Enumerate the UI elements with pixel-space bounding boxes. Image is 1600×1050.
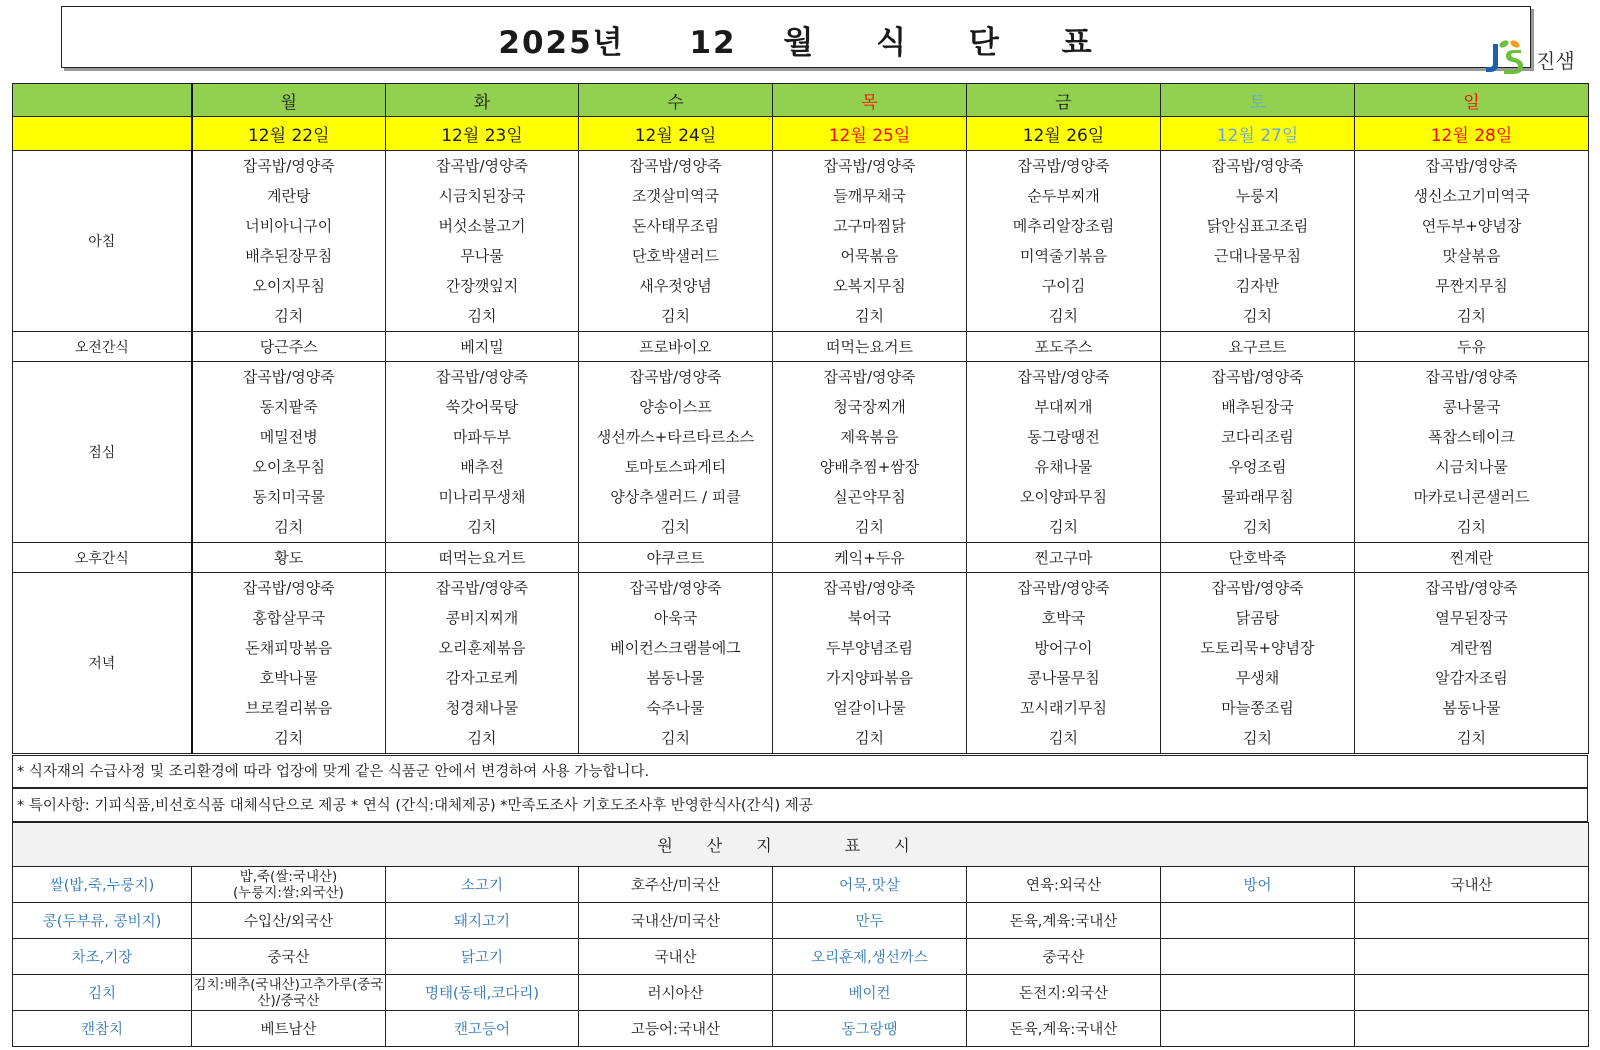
origin-label: [1161, 903, 1355, 939]
meal-label-am-snack: 오전간식: [13, 332, 192, 362]
date-tue: 12월 23일: [386, 117, 579, 151]
menu-item: 호박국: [1041, 609, 1086, 627]
menu-item: 봄동나물: [1442, 699, 1501, 717]
menu-table: [12, 83, 1589, 754]
origin-label: 닭고기: [386, 939, 579, 975]
menu-item: 봄동나물: [646, 669, 705, 687]
menu-cell-pm-snack-0: 황도: [192, 543, 386, 573]
menu-cell-dinner-2: [579, 573, 773, 754]
day-thu: 목: [773, 84, 967, 117]
menu-item: 유채나물: [1034, 458, 1093, 476]
origin-label: 방어: [1161, 867, 1355, 903]
menu-item: 김치: [661, 518, 690, 536]
menu-cell-am-snack-3: 떠먹는요거트: [773, 332, 967, 362]
menu-item: 김치: [467, 307, 497, 325]
corner-cell: [13, 84, 192, 117]
menu-item: 실곤약무침: [833, 488, 906, 506]
menu-item: 잡곡밥/영양죽: [1425, 368, 1518, 386]
menu-item: 김치: [274, 729, 304, 747]
menu-item: 김치: [1243, 729, 1272, 747]
menu-item: 방어구이: [1034, 639, 1093, 657]
menu-cell-am-snack-2: 프로바이오: [579, 332, 773, 362]
origin-label: 돼지고기: [386, 903, 579, 939]
menu-cell-lunch-6: [1355, 362, 1589, 543]
origin-label: 어묵,맛살: [773, 867, 967, 903]
origin-row: [13, 1011, 1589, 1047]
menu-item: 어묵볶음: [840, 247, 899, 265]
date-sat: 12월 27일: [1161, 117, 1355, 151]
menu-item: 김치: [855, 518, 884, 536]
origin-value: 중국산: [192, 939, 386, 975]
menu-cell-lunch-1: [386, 362, 579, 543]
menu-cell-lunch-0: [192, 362, 386, 543]
menu-item: 알감자조림: [1435, 669, 1508, 687]
meal-label-lunch: 점심: [13, 362, 192, 543]
origin-value: [1355, 975, 1589, 1011]
menu-item: 양배추찜+쌈장: [819, 458, 920, 476]
menu-item: 버섯소불고기: [438, 217, 526, 235]
menu-item: 꼬시래기무침: [1020, 699, 1107, 717]
menu-cell-breakfast-6: [1355, 151, 1589, 332]
date-row: [13, 117, 1589, 151]
origin-value: 연육:외국산: [967, 867, 1161, 903]
day-sun: 일: [1355, 84, 1589, 117]
origin-value: 김치:배추(국내산)고추가루(중국산)/중국산: [192, 975, 386, 1011]
menu-item: 누룽지: [1235, 187, 1280, 205]
menu-item: 잡곡밥/영양죽: [436, 579, 528, 597]
menu-item: 돈채피망볶음: [245, 639, 333, 657]
menu-item: 김치: [1457, 307, 1486, 325]
brand-name: 진샘: [1536, 49, 1575, 73]
menu-item: 김치: [467, 518, 497, 536]
menu-item: 콩나물국: [1442, 398, 1501, 416]
menu-cell-pm-snack-1: 떠먹는요거트: [386, 543, 579, 573]
origin-row: [13, 903, 1589, 939]
menu-item: 무짠지무침: [1435, 277, 1508, 295]
menu-item: 부대찌개: [1034, 398, 1093, 416]
menu-item: 북어국: [847, 609, 892, 627]
menu-item: 김치: [467, 729, 497, 747]
menu-item: 시금치나물: [1435, 458, 1508, 476]
day-mon: 월: [192, 84, 386, 117]
page-title: [62, 17, 1530, 62]
origin-value: 고등어:국내산: [579, 1011, 773, 1047]
origin-label: 베이컨: [773, 975, 967, 1011]
menu-item: 잡곡밥/영양죽: [1017, 157, 1110, 175]
day-fri: 금: [967, 84, 1161, 117]
origin-label: 차조,기장: [13, 939, 192, 975]
origin-label: [1161, 939, 1355, 975]
menu-item: 코다리조림: [1221, 428, 1294, 446]
date-sun: 12월 28일: [1355, 117, 1589, 151]
menu-item: 잡곡밥/영양죽: [1017, 579, 1110, 597]
menu-cell-am-snack-1: 베지밀: [386, 332, 579, 362]
origin-row: [13, 975, 1589, 1011]
menu-cell-pm-snack-2: 야쿠르트: [579, 543, 773, 573]
menu-item: 김치: [1457, 729, 1486, 747]
menu-cell-dinner-3: [773, 573, 967, 754]
menu-item: 폭찹스테이크: [1428, 428, 1515, 446]
menu-item: 청국장찌개: [833, 398, 906, 416]
menu-item: 단호박샐러드: [632, 247, 719, 265]
corner-cell: [13, 117, 192, 151]
menu-item: 잡곡밥/영양죽: [629, 157, 722, 175]
menu-cell-breakfast-3: [773, 151, 967, 332]
menu-item: 잡곡밥/영양죽: [1211, 157, 1304, 175]
menu-item: 오리훈제볶음: [438, 639, 526, 657]
day-tue: 화: [386, 84, 579, 117]
menu-item: 맛살볶음: [1442, 247, 1501, 265]
menu-item: 오이지무침: [252, 277, 325, 295]
menu-item: 잡곡밥/영양죽: [823, 157, 916, 175]
origin-label: 명태(동태,코다리): [386, 975, 579, 1011]
menu-cell-breakfast-0: [192, 151, 386, 332]
menu-item: 배추된장국: [1221, 398, 1294, 416]
menu-cell-dinner-4: [967, 573, 1161, 754]
menu-item: 김치: [1243, 307, 1272, 325]
lunch-row: [13, 362, 1589, 543]
menu-cell-dinner-6: [1355, 573, 1589, 754]
origin-value: 호주산/미국산: [579, 867, 773, 903]
title-month: 12: [689, 25, 737, 61]
origin-value: [1355, 939, 1589, 975]
title-word-4: 표: [1061, 25, 1094, 61]
menu-item: 잡곡밥/영양죽: [823, 579, 916, 597]
menu-item: 잡곡밥/영양죽: [1425, 157, 1518, 175]
menu-item: 잡곡밥/영양죽: [436, 157, 528, 175]
menu-item: 김치: [1049, 518, 1078, 536]
dinner-row: [13, 573, 1589, 754]
menu-item: 마파두부: [453, 428, 511, 446]
menu-item: 동그랑땡전: [1027, 428, 1100, 446]
menu-item: 잡곡밥/영양죽: [242, 157, 335, 175]
menu-cell-breakfast-5: [1161, 151, 1355, 332]
meal-label-dinner: 저녁: [13, 573, 192, 754]
origin-value: 수입산/외국산: [192, 903, 386, 939]
origin-value: 러시아산: [579, 975, 773, 1011]
menu-item: 홍합살무국: [252, 609, 325, 627]
origin-value: 돈육,계육:국내산: [967, 1011, 1161, 1047]
menu-item: 마카로니콘샐러드: [1413, 488, 1530, 506]
menu-item: 도토리묵+양념장: [1200, 639, 1315, 657]
menu-item: 계란탕: [267, 187, 311, 205]
menu-item: 잡곡밥/영양죽: [1017, 368, 1110, 386]
menu-item: 배추된장무침: [245, 247, 333, 265]
origin-label: 캔고등어: [386, 1011, 579, 1047]
menu-item: 잡곡밥/영양죽: [436, 368, 528, 386]
menu-item: 시금치된장국: [438, 187, 526, 205]
menu-cell-lunch-4: [967, 362, 1161, 543]
origin-label: 동그랑땡: [773, 1011, 967, 1047]
origin-row: [13, 939, 1589, 975]
menu-cell-pm-snack-4: 찐고구마: [967, 543, 1161, 573]
title-word-3: 단: [968, 25, 1001, 61]
day-wed: 수: [579, 84, 773, 117]
menu-cell-am-snack-5: 요구르트: [1161, 332, 1355, 362]
menu-item: 김치: [274, 518, 304, 536]
menu-item: 새우젓양념: [639, 277, 712, 295]
am-snack-row: [13, 332, 1589, 362]
date-wed: 12월 24일: [579, 117, 773, 151]
menu-item: 동치미국물: [252, 488, 325, 506]
date-fri: 12월 26일: [967, 117, 1161, 151]
menu-item: 열무된장국: [1435, 609, 1508, 627]
menu-item: 잡곡밥/영양죽: [242, 579, 335, 597]
menu-item: 김치: [1457, 518, 1486, 536]
menu-item: 생신소고기미역국: [1413, 187, 1530, 205]
menu-cell-lunch-2: [579, 362, 773, 543]
menu-item: 우엉조림: [1228, 458, 1287, 476]
origin-value: 중국산: [967, 939, 1161, 975]
menu-cell-breakfast-1: [386, 151, 579, 332]
menu-item: 청경채나물: [445, 699, 519, 717]
menu-item: 무나물: [460, 247, 504, 265]
menu-item: 배추전: [460, 458, 504, 476]
menu-cell-dinner-5: [1161, 573, 1355, 754]
menu-cell-am-snack-4: 포도주스: [967, 332, 1161, 362]
origin-value: 국내산: [579, 939, 773, 975]
breakfast-row: [13, 151, 1589, 332]
menu-item: 돈사태무조림: [632, 217, 719, 235]
origin-value: [1355, 903, 1589, 939]
js-leaf-logo-icon: [1484, 36, 1532, 76]
menu-cell-lunch-3: [773, 362, 967, 543]
menu-item: 미역줄기볶음: [1020, 247, 1107, 265]
origin-value: 베트남산: [192, 1011, 386, 1047]
menu-item: 브로컬리볶음: [245, 699, 333, 717]
menu-item: 계란찜: [1449, 639, 1494, 657]
menu-item: 연두부+양념장: [1421, 217, 1522, 235]
menu-item: 베이컨스크램블에그: [610, 639, 741, 657]
menu-item: 동지팥죽: [259, 398, 318, 416]
menu-item: 감자고로케: [445, 669, 519, 687]
menu-item: 구이김: [1041, 277, 1086, 295]
menu-item: 김자반: [1235, 277, 1280, 295]
menu-item: 무생채: [1235, 669, 1280, 687]
origin-label: 오리훈제,생선까스: [773, 939, 967, 975]
menu-item: 들깨무채국: [833, 187, 906, 205]
origin-value: [1355, 1011, 1589, 1047]
menu-item: 잡곡밥/영양죽: [242, 368, 335, 386]
menu-item: 잡곡밥/영양죽: [629, 368, 722, 386]
menu-item: 김치: [274, 307, 304, 325]
menu-item: 미나리무생채: [438, 488, 526, 506]
date-mon: 12월 22일: [192, 117, 386, 151]
origin-label: [1161, 975, 1355, 1011]
menu-cell-pm-snack-6: 찐계란: [1355, 543, 1589, 573]
menu-cell-pm-snack-5: 단호박죽: [1161, 543, 1355, 573]
menu-item: 김치: [1049, 307, 1078, 325]
menu-item: 토마토스파게티: [624, 458, 727, 476]
origin-row: [13, 867, 1589, 903]
origin-value: 국내산/미국산: [579, 903, 773, 939]
note-substitution: * 식자재의 수급사정 및 조리환경에 따라 업장에 맞게 같은 식품군 안에서 변경하여 사용 가능합니다.: [12, 755, 1588, 788]
menu-cell-am-snack-0: 당근주스: [192, 332, 386, 362]
menu-cell-breakfast-2: [579, 151, 773, 332]
menu-item: 오이초무침: [252, 458, 325, 476]
menu-item: 순두부찌개: [1027, 187, 1100, 205]
menu-item: 잡곡밥/영양죽: [1425, 579, 1518, 597]
day-header-row: [13, 84, 1589, 117]
menu-cell-breakfast-4: [967, 151, 1161, 332]
menu-item: 잡곡밥/영양죽: [1211, 579, 1304, 597]
menu-item: 숙주나물: [646, 699, 705, 717]
menu-item: 닭곰탕: [1235, 609, 1280, 627]
origin-value: 밥,죽(쌀:국내산) (누룽지:쌀:외국산): [192, 867, 386, 903]
title-year: 2025년: [498, 25, 625, 61]
menu-item: 고구마찜닭: [833, 217, 906, 235]
menu-item: 메추리알장조림: [1012, 217, 1115, 235]
origin-label: 쌀(밥,죽,누룽지): [13, 867, 192, 903]
menu-cell-lunch-5: [1161, 362, 1355, 543]
menu-item: 양송이스프: [639, 398, 712, 416]
menu-item: 김치: [1243, 518, 1272, 536]
menu-item: 너비아니구이: [245, 217, 333, 235]
menu-item: 근대나물무침: [1214, 247, 1301, 265]
menu-item: 제육볶음: [840, 428, 899, 446]
menu-item: 김치: [661, 729, 690, 747]
brand-logo: [1484, 36, 1596, 76]
day-sat: 토: [1161, 84, 1355, 117]
menu-item: 오복지무침: [833, 277, 906, 295]
origin-table: [12, 822, 1589, 1047]
menu-item: 간장깻잎지: [445, 277, 519, 295]
menu-item: 가지양파볶음: [826, 669, 913, 687]
menu-item: 얼갈이나물: [833, 699, 906, 717]
menu-item: 양상추샐러드 / 피클: [610, 488, 741, 506]
menu-item: 김치: [661, 307, 690, 325]
menu-item: 콩비지찌개: [445, 609, 519, 627]
menu-item: 두부양념조림: [826, 639, 913, 657]
menu-item: 물파래무침: [1221, 488, 1294, 506]
origin-label: 콩(두부류, 콩비지): [13, 903, 192, 939]
title-word-1: 월: [783, 25, 816, 61]
origin-title: 원산지 표시: [13, 823, 1589, 867]
menu-item: 김치: [855, 307, 884, 325]
menu-item: 잡곡밥/영양죽: [629, 579, 722, 597]
menu-item: 조갯살미역국: [632, 187, 719, 205]
origin-label: 소고기: [386, 867, 579, 903]
menu-item: 오이양파무침: [1020, 488, 1107, 506]
pm-snack-row: [13, 543, 1589, 573]
meal-label-breakfast: 아침: [13, 151, 192, 332]
origin-value: 돈전지:외국산: [967, 975, 1161, 1011]
menu-item: 생선까스+타르타르소스: [596, 428, 755, 446]
origin-label: [1161, 1011, 1355, 1047]
menu-item: 잡곡밥/영양죽: [823, 368, 916, 386]
menu-item: 김치: [1049, 729, 1078, 747]
note-special: * 특이사항: 기피식품,비선호식품 대체식단으로 제공 * 연식 (간식:대체제공) *만족도조사 기호도조사후 반영한식사(간식) 제공: [12, 788, 1588, 822]
menu-item: 콩나물무침: [1027, 669, 1100, 687]
origin-label: 만두: [773, 903, 967, 939]
date-thu: 12월 25일: [773, 117, 967, 151]
menu-item: 호박나물: [259, 669, 318, 687]
menu-item: 아욱국: [653, 609, 698, 627]
origin-value: 국내산: [1355, 867, 1589, 903]
meal-label-pm-snack: 오후간식: [13, 543, 192, 573]
menu-cell-dinner-1: [386, 573, 579, 754]
menu-item: 잡곡밥/영양죽: [1211, 368, 1304, 386]
menu-item: 마늘쫑조림: [1221, 699, 1294, 717]
menu-item: 쑥갓어묵탕: [445, 398, 519, 416]
menu-item: 김치: [855, 729, 884, 747]
menu-item: 닭안심표고조림: [1206, 217, 1309, 235]
title-box: [61, 6, 1531, 68]
origin-label: 김치: [13, 975, 192, 1011]
menu-cell-pm-snack-3: 케익+두유: [773, 543, 967, 573]
origin-value: 돈육,계육:국내산: [967, 903, 1161, 939]
menu-cell-dinner-0: [192, 573, 386, 754]
menu-item: 메밀전병: [259, 428, 318, 446]
menu-cell-am-snack-6: 두유: [1355, 332, 1589, 362]
origin-label: 캔참치: [13, 1011, 192, 1047]
title-word-2: 식: [876, 25, 909, 61]
